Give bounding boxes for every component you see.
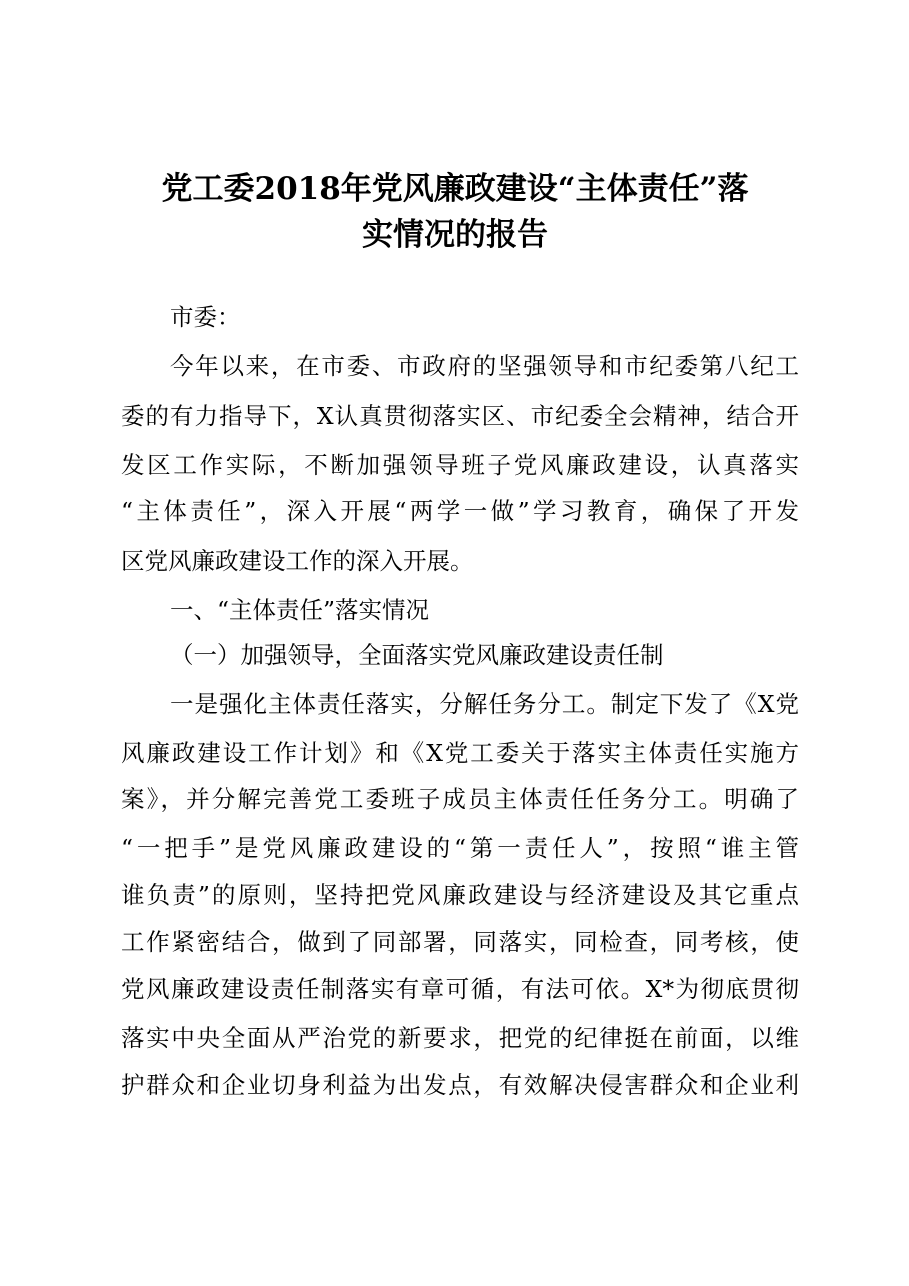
- paragraph-2-line-9: 护群众和企业切身利益为出发点，有效解决侵害群众和企业利: [121, 1071, 799, 1099]
- paragraph-2-line-7: 党风廉政建设责任制落实有章可循，有法可依。X*为彻底贯彻: [121, 975, 799, 1003]
- document-title-line-2: 实情况的报告: [362, 217, 548, 253]
- paragraph-2-line-3: 案》，并分解完善党工委班子成员主体责任任务分工。明确了: [121, 785, 799, 813]
- subsection-1-heading: （一）加强领导，全面落实党风廉政建设责任制: [170, 641, 664, 669]
- paragraph-2-line-2: 风廉政建设工作计划》和《X党工委关于落实主体责任实施方: [121, 739, 799, 767]
- paragraph-1-line-4: “主体责任”，深入开展“两学一做”学习教育，确保了开发: [121, 497, 799, 525]
- paragraph-2-line-5: 谁负责”的原则，坚持把党风廉政建设与经济建设及其它重点: [121, 881, 799, 909]
- document-title-line-1: 党工委2018年党风廉政建设“主体责任”落: [161, 171, 749, 207]
- salutation: 市委：: [170, 303, 241, 331]
- paragraph-2-line-6: 工作紧密结合，做到了同部署，同落实，同检查，同考核，使: [121, 928, 799, 956]
- paragraph-2-line-1: 一是强化主体责任落实，分解任务分工。制定下发了《X党: [170, 690, 799, 718]
- paragraph-1-line-3: 发区工作实际，不断加强领导班子党风廉政建设，认真落实: [121, 451, 799, 479]
- paragraph-2-line-4: “一把手”是党风廉政建设的“第一责任人”，按照“谁主管: [121, 834, 799, 862]
- paragraph-1-line-5: 区党风廉政建设工作的深入开展。: [121, 547, 474, 575]
- paragraph-2-line-8: 落实中央全面从严治党的新要求，把党的纪律挺在前面，以维: [121, 1024, 799, 1052]
- paragraph-1-line-2: 委的有力指导下，X认真贯彻落实区、市纪委全会精神，结合开: [121, 402, 799, 430]
- section-1-heading: 一、“主体责任”落实情况: [170, 596, 430, 624]
- paragraph-1-line-1: 今年以来，在市委、市政府的坚强领导和市纪委第八纪工: [170, 352, 799, 380]
